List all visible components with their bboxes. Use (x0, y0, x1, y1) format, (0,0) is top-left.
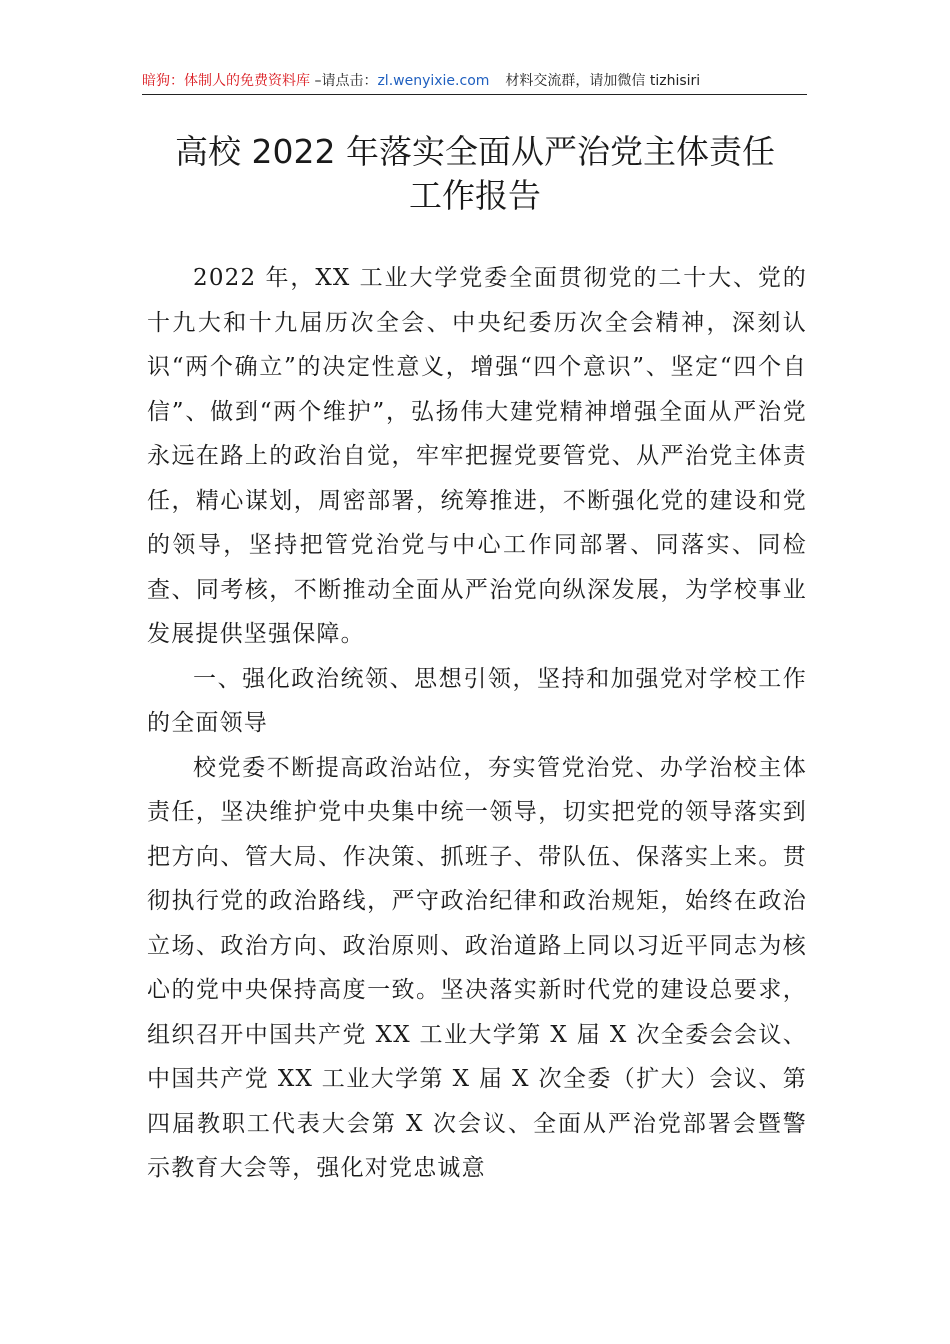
header-separator: – (310, 73, 322, 89)
title-line-1: 高校 2022 年落实全面从严治党主体责任 (175, 132, 775, 171)
header-click-prompt: 请点击： (321, 73, 378, 89)
document-header (142, 68, 807, 95)
header-brand: 暗狗：体制人的免费资料库 (142, 73, 310, 89)
header-wechat-note: 材料交流群，请加微信 tizhisiri (505, 73, 701, 89)
section-heading-1: 一、强化政治统领、思想引领，坚持和加强党对学校工作的全面领导 (147, 665, 807, 736)
title-line-2: 工作报告 (409, 176, 541, 215)
document-title (100, 130, 850, 218)
header-url-link[interactable]: zl.wenyixie.com (377, 73, 490, 89)
document-body (147, 256, 807, 1191)
paragraph-section-1: 校党委不断提高政治站位，夯实管党治党、办学治校主体责任，坚决维护党中央集中统一领导，切实把党的领导落实到把方向、管大局、作决策、抓班子、带队伍、保落实上来。贯彻执行党的政治路线，严守政治纪律和政治规矩，始终在政治立场、政治方向、政治原则、政治道路上同以习近平同志为核心的党中央保持高度一致。坚决落实新时代党的建设总要求，组织召开中国共产党 XX 工业大学第 X 届 X 次全委会会议、中国共产党 XX 工业大学第 X 届 X 次全委（扩大）会议、第四届教职工代表大会第 X 次会议、全面从严治党部署会暨警示教育大会等，强化对党忠诚意 (147, 754, 807, 1181)
paragraph-intro: 2022 年，XX 工业大学党委全面贯彻党的二十大、党的十九大和十九届历次全会、中央纪委历次全会精神，深刻认识“两个确立”的决定性意义，增强“四个意识”、坚定“四个自信”、做到“两个维护”，弘扬伟大建党精神增强全面从严治党永远在路上的政治自觉，牢牢把握党要管党、从严治党主体责任，精心谋划，周密部署，统筹推进，不断强化党的建设和党的领导，坚持把管党治党与中心工作同部署、同落实、同检查、同考核，不断推动全面从严治党向纵深发展，为学校事业发展提供坚强保障。 (147, 265, 807, 647)
